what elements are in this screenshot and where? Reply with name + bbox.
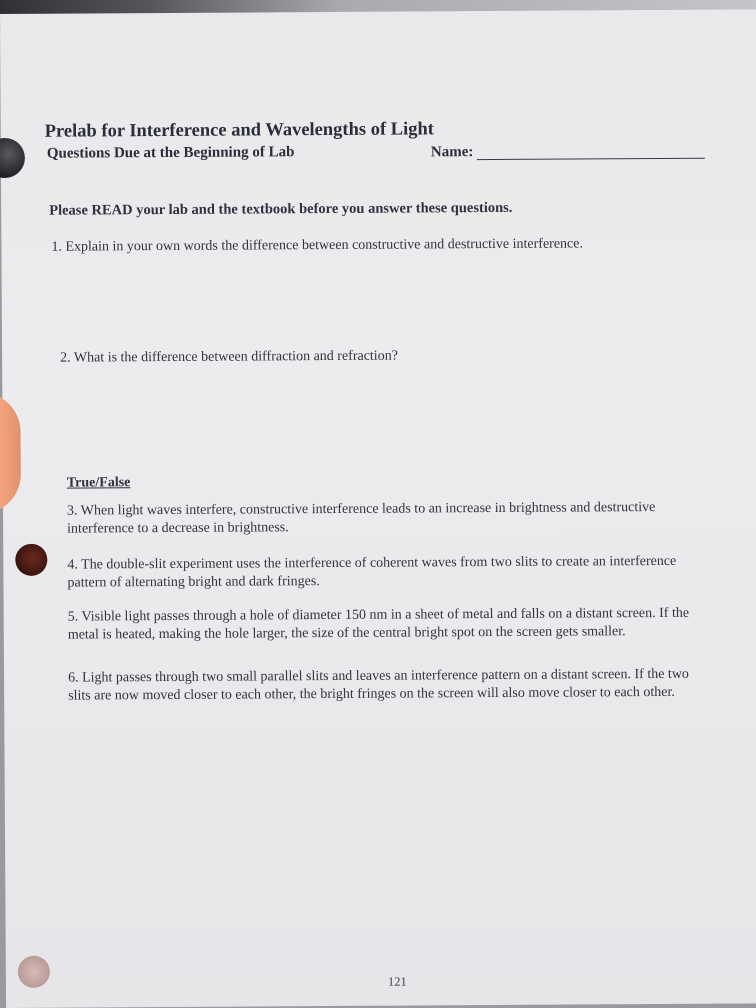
true-false-item-4: 4. The double-slit experiment uses the interference of coherent waves from two slits to create an interference pattern of alternating bright and dark fringes.: [67, 553, 677, 591]
page-number: 121: [387, 974, 407, 989]
name-field-line[interactable]: [477, 158, 705, 160]
true-false-item-6: 6. Light passes through two small parallel slits and leaves an interference pattern on a distant screen. If the two slits are now moved closer to each other, the bright fringes on the screen will also move closer to each other.: [68, 666, 689, 704]
true-false-heading: True/False: [66, 475, 131, 491]
binder-hole: [15, 544, 47, 576]
name-label: Name:: [430, 144, 474, 161]
true-false-item-5: 5. Visible light passes through a hole of diameter 150 nm in a sheet of metal and falls on a distant screen. If the metal is heated, making the hole larger, the size of the central bright spot on the screen gets smaller.: [67, 605, 690, 643]
page-subtitle: Questions Due at the Beginning of Lab: [46, 144, 295, 162]
true-false-item-3: 3. When light waves interfere, constructive interference leads to an increase in brightness and destructive interference to a decrease in brightness.: [66, 500, 656, 537]
question-1: 1. Explain in your own words the difference between constructive and destructive interference.: [51, 236, 584, 255]
instructions: Please READ your lab and the textbook before you answer these questions.: [49, 199, 513, 219]
binder-hole: [18, 956, 50, 988]
question-2: 2. What is the difference between diffraction and refraction?: [60, 348, 398, 366]
page-title: Prelab for Interference and Wavelengths of Light: [44, 119, 434, 142]
worksheet-page: [0, 9, 756, 1008]
finger-holding-page: [0, 392, 21, 514]
binder-hole: [0, 138, 25, 178]
